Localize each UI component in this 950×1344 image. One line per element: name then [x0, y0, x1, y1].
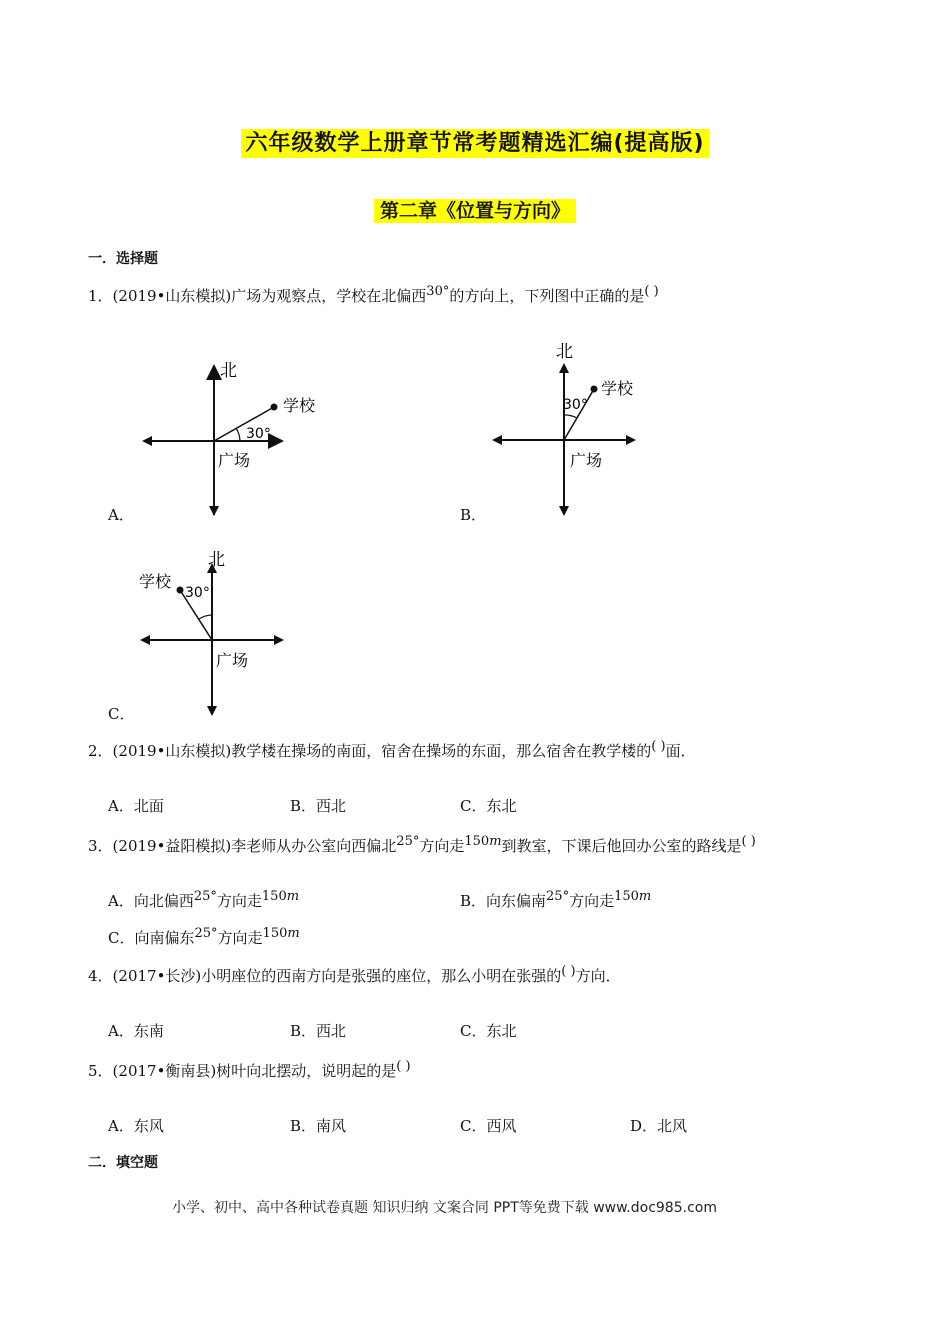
school-label: 学校: [139, 572, 172, 591]
q2-option-c: C．东北: [460, 797, 517, 815]
figure-b-diagram: [480, 335, 680, 520]
q3-option-c: C．向南偏东25°方向走150m: [108, 926, 300, 947]
question-4: 4．(2017•长沙)小明座位的西南方向是张强的座位，那么小明在张强的( )方向．: [88, 964, 621, 985]
school-label: 学校: [601, 379, 634, 398]
q4-option-b: B．西北: [290, 1022, 347, 1040]
school-point: [591, 386, 598, 393]
q3-option-a: A．向北偏西25°方向走150m: [108, 889, 300, 910]
figure-a-diagram: [130, 350, 330, 520]
q4-option-a: A．东南: [108, 1022, 164, 1040]
north-label: 北: [208, 550, 225, 570]
section-choice-heading: 一．选择题: [88, 251, 158, 267]
q2-option-a: A．北面: [108, 797, 164, 815]
angle-arc: [199, 615, 212, 619]
question-1: 1．(2019•山东模拟)广场为观察点，学校在北偏西30°的方向上，下列图中正确的是( ): [88, 284, 659, 305]
angle-label: 30°: [185, 585, 210, 601]
angle-label: 30°: [246, 426, 271, 442]
school-point: [271, 404, 278, 411]
figure-c-label: C．: [108, 705, 135, 723]
q3-option-b: B．向东偏南25°方向走150m: [460, 889, 652, 910]
q5-option-d: D．北风: [630, 1117, 688, 1135]
q5-option-b: B．南风: [290, 1117, 347, 1135]
north-label: 北: [220, 361, 237, 381]
school-point: [177, 587, 184, 594]
figure-b-label: B．: [460, 506, 487, 524]
chapter-title: 第二章《位置与方向》: [0, 196, 950, 223]
question-3: 3．(2019•益阳模拟)李老师从办公室向西偏北25°方向走150m到教室，下课后他回办公室的路线是( ): [88, 834, 756, 855]
north-label: 北: [556, 342, 573, 362]
q4-option-c: C．东北: [460, 1022, 517, 1040]
angle-arc: [564, 415, 577, 418]
figure-c-diagram: [128, 545, 328, 720]
angle-arc: [236, 428, 240, 441]
angle-label: 30°: [563, 397, 588, 413]
q5-option-a: A．东风: [108, 1117, 164, 1135]
figure-a-label: A．: [108, 506, 134, 524]
q5-option-c: C．西风: [460, 1117, 517, 1135]
question-5: 5．(2017•衡南县)树叶向北摆动，说明起的是( ): [88, 1059, 411, 1080]
question-2: 2．(2019•山东模拟)教学楼在操场的南面，宿舍在操场的东面，那么宿舍在教学楼的( )面．: [88, 739, 696, 760]
origin-label: 广场: [216, 651, 249, 670]
origin-label: 广场: [570, 451, 603, 470]
origin-label: 广场: [218, 451, 251, 470]
section-fill-heading: 二．填空题: [88, 1155, 158, 1171]
q2-option-b: B．西北: [290, 797, 347, 815]
footer-text: 小学、初中、高中各种试卷真题 知识归纳 文案合同 PPT等免费下载 www.doc985.com: [172, 1200, 717, 1216]
page-title: 六年级数学上册章节常考题精选汇编(提高版): [0, 126, 950, 157]
school-label: 学校: [283, 396, 316, 415]
